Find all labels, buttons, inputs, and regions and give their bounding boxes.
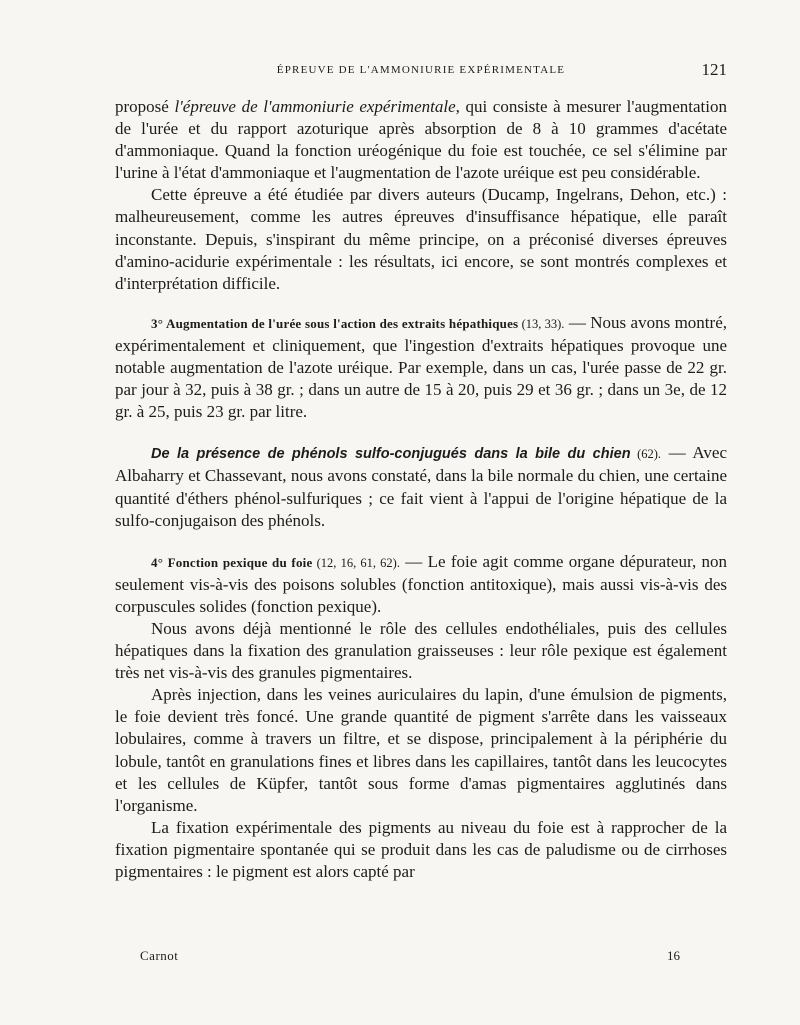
section-heading: De la présence de phénols sulfo-conjugués dans la bile du chien xyxy=(151,446,631,463)
paragraph-fixation xyxy=(115,817,727,883)
section-phenols xyxy=(115,442,727,531)
section-refs: (62). xyxy=(630,447,662,462)
page-number: 121 xyxy=(701,60,727,79)
paragraph-text: Après injection, dans les veines auriculaires du lapin, d'une émulsion de pigments, le foie devient très foncé. Une grande quantité de pigment s'arrête dans les vaisseaux lobulaires, comme à travers un filtre, et se dispose, principalement à la périphérie du lobule, tantôt en granulations fines et libres dans les capillaires, tantôt dans les leucocytes et les cellules de Küpfer, tantôt sous forme d'amas pigmentaires agglutinés dans l'organisme. xyxy=(115,685,727,815)
page-footer xyxy=(140,948,680,970)
paragraph-text: — Avec Albaharry et Chassevant, nous avons constaté, dans la bile normale du chien, une certaine quantité d'éthers phénol-sulfuriques ; ce fait vient à l'appui de l'origine hépatique de la sulfo-conjugaison des phénols. xyxy=(115,443,728,530)
section-uree-extraits xyxy=(115,312,727,423)
sheet-number: 16 xyxy=(667,948,680,963)
section-heading: 3° Augmentation de l'urée sous l'action des extraits hépathiques xyxy=(151,315,519,331)
printer-signature: Carnot xyxy=(140,948,179,963)
paragraph-text: — Le foie agit comme organe dépurateur, non seulement vis-à-vis des poisons solubles (fonction antitoxique), mais aussi vis-à-vis des corpuscules solides (fonction pexique). xyxy=(115,551,727,616)
section-heading: 4° Fonction pexique du foie xyxy=(151,554,313,570)
paragraph-epreuve xyxy=(115,184,727,294)
section-refs: (12, 16, 61, 62). xyxy=(312,555,400,570)
page-body xyxy=(115,96,727,883)
page-header xyxy=(115,60,727,86)
section-fonction-pexique xyxy=(115,551,727,618)
paragraph-text: La fixation expérimentale des pigments au niveau du foie est à rapprocher de la fixation pigmentaire spontanée qui se produit dans les cas de paludisme ou de cirrhoses pigmentaires : le pigment est alors capté par xyxy=(115,817,727,881)
paragraph-injection xyxy=(115,684,727,817)
paragraph-text: Cette épreuve a été étudiée par divers auteurs (Ducamp, Ingelrans, Dehon, etc.) : malheureusement, comme les autres épreuves d'insuffisance hépatique, elle paraît inconstante. Depuis, s'inspirant du même principe, on a préconisé diverses épreuves d'amino-acidurie expérimentale : les résultats, ici encore, se sont montrés complexes et d'interprétation difficile. xyxy=(115,185,727,293)
running-title: ÉPREUVE DE L'AMMONIURIE EXPÉRIMENTALE xyxy=(276,64,566,76)
paragraph-ammoniurie xyxy=(115,96,727,184)
paragraph-cellules xyxy=(115,618,727,684)
paragraph-lead: proposé xyxy=(115,97,175,116)
paragraph-text: , qui consiste à mesurer l'augmentation de l'urée et du rapport azoturique après absorption de 8 à 10 grammes d'acétate d'ammoniaque. Quand la fonction uréogénique du foie est touchée, ce sel s'élimine par l'urine à l'état d'ammoniaque et l'augmentation de l'azote uréique est peu considérable. xyxy=(115,97,727,183)
paragraph-text: — Nous avons montré, expérimentalement et cliniquement, que l'ingestion d'extraits hépatiques provoque une notable augmentation de l'azote uréique. Par exemple, dans un cas, l'urée passe de 22 gr. par jour à 32, puis à 38 gr. ; dans un autre de 15 à 20, puis 29 et 36 gr. ; dans un 3e, de 12 gr. à 25, puis 23 gr. par litre. xyxy=(115,312,727,422)
italic-term: l'épreuve de l'ammoniurie expérimentale xyxy=(174,97,456,116)
paragraph-text: Nous avons déjà mentionné le rôle des cellules endothéliales, puis des cellules hépatiques dans la fixation des granulation graisseuses : leur rôle pexique est également très net vis-à-vis des granules pigmentaires. xyxy=(115,618,727,683)
section-refs: (13, 33). xyxy=(518,316,565,331)
